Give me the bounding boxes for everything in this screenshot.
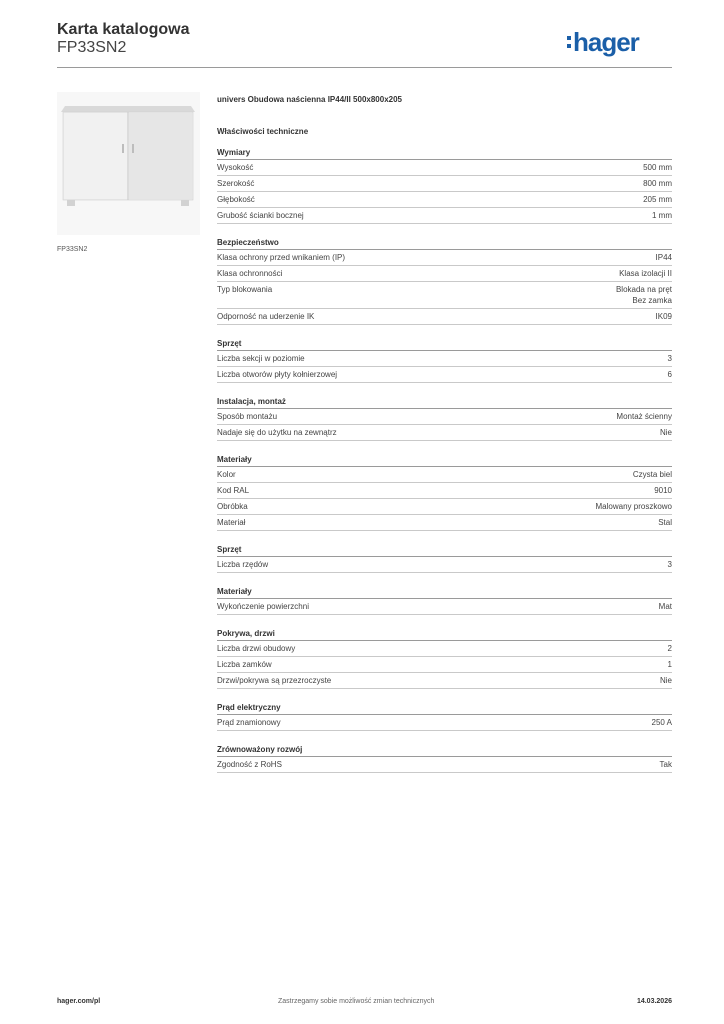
spec-section — [217, 545, 672, 573]
spec-row — [217, 282, 672, 309]
spec-section — [217, 238, 672, 325]
document-title: Karta katalogowa — [57, 21, 190, 38]
spec-row — [217, 499, 672, 515]
spec-row — [217, 467, 672, 483]
spec-row — [217, 208, 672, 224]
spec-row — [217, 425, 672, 441]
section-title: Instalacja, montaż — [217, 397, 672, 409]
spec-value: Nie — [659, 676, 672, 685]
spec-value: 800 mm — [643, 179, 672, 188]
spec-row — [217, 250, 672, 266]
spec-label: Liczba rzędów — [217, 560, 269, 569]
footer-website: hager.com/pl — [57, 998, 101, 1005]
spec-row — [217, 483, 672, 499]
spec-value: Tak — [659, 760, 672, 769]
product-description: univers Obudowa naścienna IP44/II 500x800x205 — [217, 95, 402, 104]
spec-label: Obróbka — [217, 502, 248, 511]
spec-row — [217, 192, 672, 208]
spec-label: Wykończenie powierzchni — [217, 602, 309, 611]
spec-value: 6 — [667, 370, 672, 379]
spec-value: Nie — [659, 428, 672, 437]
spec-content — [217, 95, 672, 787]
spec-label: Drzwi/pokrywa są przezroczyste — [217, 676, 332, 685]
spec-value: Blokada na pręt Bez zamka — [615, 285, 672, 305]
footer-note: Zastrzegamy sobie możliwość zmian technicznych — [278, 998, 435, 1005]
spec-value: 205 mm — [643, 195, 672, 204]
spec-row — [217, 409, 672, 425]
spec-label: Odporność na uderzenie IK — [217, 312, 315, 321]
spec-section — [217, 397, 672, 441]
spec-label: Klasa ochronności — [217, 269, 283, 278]
spec-label: Typ blokowania — [217, 285, 273, 294]
spec-row — [217, 266, 672, 282]
spec-row — [217, 673, 672, 689]
spec-row — [217, 160, 672, 176]
spec-sections — [217, 148, 672, 773]
image-caption: FP33SN2 — [57, 246, 88, 253]
spec-label: Liczba drzwi obudowy — [217, 644, 296, 653]
section-title: Sprzęt — [217, 545, 672, 557]
spec-label: Liczba zamków — [217, 660, 272, 669]
spec-label: Zgodność z RoHS — [217, 760, 282, 769]
spec-value: IK09 — [655, 312, 672, 321]
spec-label: Liczba otworów płyty kołnierzowej — [217, 370, 338, 379]
spec-row — [217, 176, 672, 192]
spec-label: Sposób montażu — [217, 412, 278, 421]
spec-value: Mat — [658, 602, 672, 611]
spec-label: Nadaje się do użytku na zewnątrz — [217, 428, 337, 437]
spec-row — [217, 657, 672, 673]
spec-label: Materiał — [217, 518, 246, 527]
spec-value: 500 mm — [643, 163, 672, 172]
spec-row — [217, 557, 672, 573]
spec-row — [217, 309, 672, 325]
spec-section — [217, 148, 672, 224]
spec-row — [217, 757, 672, 773]
spec-section — [217, 629, 672, 689]
spec-label: Kod RAL — [217, 486, 250, 495]
hager-logo — [567, 27, 639, 57]
spec-value: 9010 — [654, 486, 672, 495]
spec-section — [217, 703, 672, 731]
spec-value: Malowany proszkowo — [595, 502, 672, 511]
section-title: Sprzęt — [217, 339, 672, 351]
spec-value: 250 A — [651, 718, 672, 727]
section-title: Materiały — [217, 587, 672, 599]
spec-section — [217, 455, 672, 531]
spec-label: Grubość ścianki bocznej — [217, 211, 304, 220]
spec-row — [217, 641, 672, 657]
section-title: Zrównoważony rozwój — [217, 745, 672, 757]
section-title: Pokrywa, drzwi — [217, 629, 672, 641]
spec-section — [217, 745, 672, 773]
cabinet-illustration — [57, 92, 200, 235]
spec-value: 2 — [667, 644, 672, 653]
product-code: FP33SN2 — [57, 39, 127, 56]
spec-value: Montaż ścienny — [616, 412, 672, 421]
spec-value: 3 — [667, 354, 672, 363]
spec-row — [217, 367, 672, 383]
spec-label: Liczba sekcji w poziomie — [217, 354, 305, 363]
header-divider — [57, 67, 672, 68]
spec-section — [217, 587, 672, 615]
spec-label: Głębokość — [217, 195, 255, 204]
spec-value: 3 — [667, 560, 672, 569]
footer-date: 14.03.2026 — [636, 998, 672, 1005]
logo-text: hager — [573, 26, 639, 57]
section-title: Wymiary — [217, 148, 672, 160]
section-title: Materiały — [217, 455, 672, 467]
section-title: Bezpieczeństwo — [217, 238, 672, 250]
spec-label: Klasa ochrony przed wnikaniem (IP) — [217, 253, 346, 262]
spec-row — [217, 715, 672, 731]
tech-properties-title: Właściwości techniczne — [217, 127, 309, 136]
spec-value: IP44 — [655, 253, 672, 262]
spec-value: 1 mm — [652, 211, 672, 220]
spec-row — [217, 351, 672, 367]
spec-section — [217, 339, 672, 383]
spec-value: Stal — [658, 518, 672, 527]
spec-label: Szerokość — [217, 179, 255, 188]
logo-colon-icon — [567, 36, 571, 48]
spec-label: Wysokość — [217, 163, 254, 172]
spec-label: Prąd znamionowy — [217, 718, 281, 727]
product-image — [57, 92, 200, 235]
spec-value: 1 — [667, 660, 672, 669]
spec-row — [217, 599, 672, 615]
section-title: Prąd elektryczny — [217, 703, 672, 715]
spec-row — [217, 515, 672, 531]
spec-label: Kolor — [217, 470, 236, 479]
spec-value: Czysta biel — [632, 470, 672, 479]
spec-value: Klasa izolacji II — [619, 269, 672, 278]
